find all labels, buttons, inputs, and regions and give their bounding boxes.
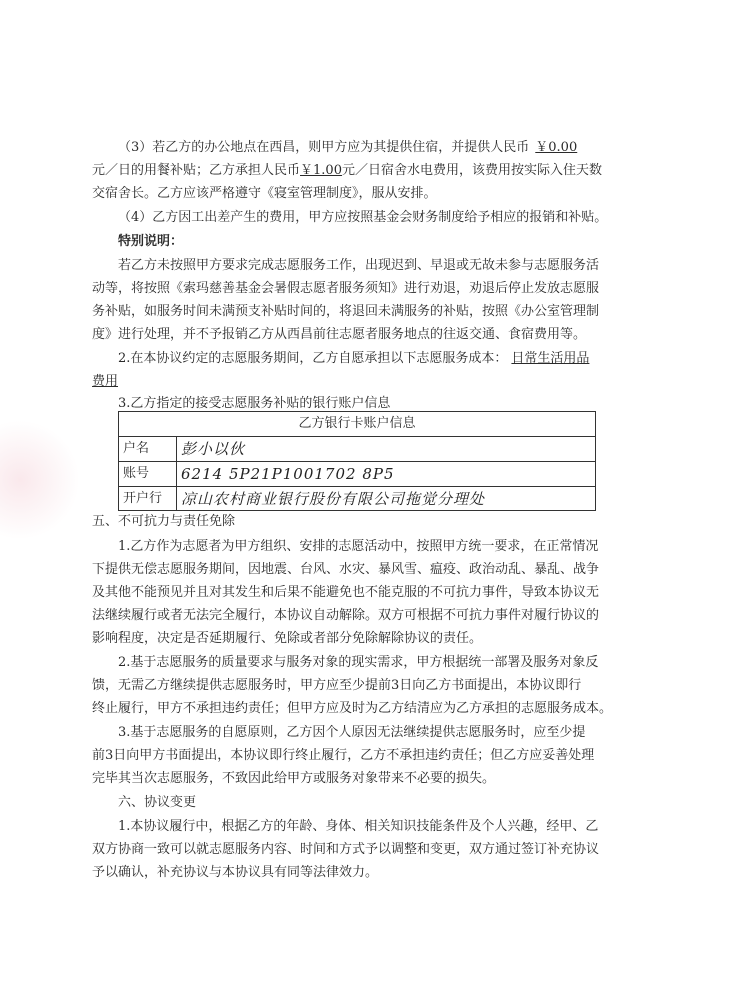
sec5-p1-line: 法继续履行或者无法完全履行，本协议自动解除。双方可根据不可抗力事件对履行协议的 (92, 608, 600, 623)
sec5-p1-line: 及其他不能预见并且对其发生和后果不能避免也不能克服的不可抗力事件，导致本协议无 (92, 585, 600, 600)
table-row (119, 461, 595, 486)
item-3: 3.乙方指定的接受志愿服务补贴的银行账户信息 (118, 396, 391, 411)
sec5-p2-line: 2.基于志愿服务的质量要求与服务对象的现实需求，甲方根据统一部署及服务对象反 (118, 655, 599, 670)
sec5-p3-line: 3.基于志愿服务的自愿原则，乙方因个人原因无法继续提供志愿服务时，应至少提 (118, 725, 586, 740)
sec5-p1-line: 1.乙方作为志愿者为甲方组织、安排的志愿活动中，按照甲方统一要求，在正常情况 (118, 539, 599, 554)
table-caption: 乙方银行卡账户信息 (298, 416, 416, 431)
sec6-p1-line: 双方协商一致可以就志愿服务内容、时间和方式予以调整和变更，双方通过签订补充协议 (92, 842, 600, 857)
special-line: 度》进行处理，并不予报销乙方从西昌前往志愿者服务地点的往返交通、食宿费用等。 (92, 327, 587, 342)
sec5-p2-line: 终止履行，甲方不承担违约责任；但甲方应及时为乙方结清应为乙方承担的志愿服务成本。 (92, 701, 613, 716)
section-6-heading: 六、协议变更 (118, 795, 197, 810)
sec6-p1-line: 予以确认，补充协议与本协议具有同等法律效力。 (92, 865, 379, 880)
section-5-heading: 五、不可抗力与责任免除 (92, 514, 236, 529)
special-line: 动等，将按照《索玛慈善基金会暑假志愿者服务须知》进行劝退，劝退后停止发放志愿服 (92, 281, 600, 296)
clause-3-text-b1: 元／日的用餐补贴；乙方承担人民币 (92, 163, 301, 178)
table-row (119, 436, 595, 461)
bank-branch-value: 凉山农村商业银行股份有限公司拖觉分理处 (181, 490, 486, 508)
item-2-line-1 (0, 349, 750, 369)
table-row (119, 486, 595, 511)
bank-branch-label: 开户行 (119, 487, 177, 511)
item-2-line-2 (0, 372, 750, 392)
special-line: 务补贴，如服务时间未满预支补贴时间的，将退回未满服务的补贴，按照《办公室管理制 (92, 304, 600, 319)
cost-item-value: 日常生活用品 (511, 351, 590, 366)
account-number-label: 账号 (119, 462, 177, 486)
clause-3-text-b2: 元／日宿舍水电费用，该费用按实际入住天数 (341, 163, 602, 178)
sec5-p3-line: 前3日向甲方书面提出，本协议即行终止履行，乙方不承担违约责任；但乙方应妥善处理 (92, 748, 595, 763)
sec5-p2-line: 馈，无需乙方继续提供志愿服务时，甲方应至少提前3日向乙方书面提出，本协议即行 (92, 678, 582, 693)
item-2-text: 2.在本协议约定的志愿服务期间，乙方自愿承担以下志愿服务成本： (118, 351, 508, 366)
sec6-p1-line: 1.本协议履行中，根据乙方的年龄、身体、相关知识技能条件及个人兴趣，经甲、乙 (118, 819, 599, 834)
utility-fee-value: ￥1.00 (300, 163, 342, 178)
special-line: 若乙方未按照甲方要求完成志愿服务工作，出现迟到、早退或无故未参与志愿服务活 (118, 258, 600, 273)
cost-item-value-cont: 费用 (92, 374, 119, 389)
clause-3-line-1 (0, 138, 750, 158)
special-heading: 特别说明： (118, 234, 184, 249)
sec5-p3-line: 完毕其当次志愿服务，不致因此给甲方或服务对象带来不必要的损失。 (92, 771, 496, 786)
sec5-p1-line: 影响程度，决定是否延期履行、免除或者部分免除解除协议的责任。 (92, 631, 483, 646)
sec5-p1-line: 下提供无偿志愿服务期间，因地震、台风、水灾、暴风雪、瘟疫、政治动乱、暴乱、战争 (92, 562, 600, 577)
clause-4: （4）乙方因工出差产生的费用，甲方应按照基金会财务制度给予相应的报销和补贴。 (118, 210, 608, 225)
account-name-label: 户名 (119, 437, 177, 461)
account-name-value: 彭小以伙 (181, 440, 246, 458)
clause-3-text-a: （3）若乙方的办公地点在西昌，则甲方应为其提供住宿，并提供人民币 (118, 140, 530, 155)
clause-3-line-2 (0, 161, 750, 181)
clause-3-line-3: 交宿舍长。乙方应该严格遵守《寝室管理制度》，服从安排。 (92, 186, 437, 201)
bank-account-table (118, 411, 596, 511)
account-number-value: 6214 5P21P1001702 8P5 (181, 465, 395, 483)
meal-subsidy-value: ￥0.00 (535, 140, 578, 155)
